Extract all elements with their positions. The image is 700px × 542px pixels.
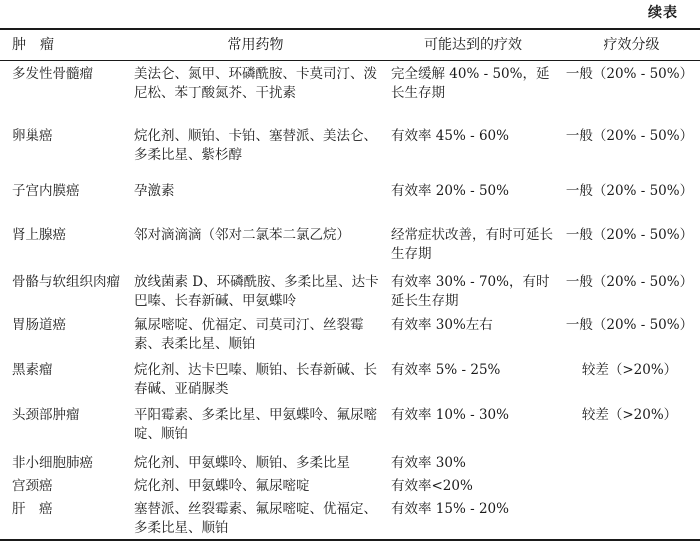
effect-cell: 有效率 45% - 60% [391, 127, 509, 144]
tumor-cell: 骨骼与软组织肉瘤 [12, 273, 120, 290]
drugs-cell: 平阳霉素、多柔比星、甲氨蝶呤、氟尿嘧啶、顺铂 [134, 406, 377, 442]
drugs-cell: 邻对滴滴滴（邻对二氯苯二氯乙烷） [134, 226, 350, 243]
header-tumor: 肿 瘤 [0, 29, 128, 61]
drugs-cell: 塞替派、丝裂霉素、氟尿嘧啶、优福定、多柔比星、顺铂 [128, 496, 383, 540]
effect-cell: 有效率 5% - 25% [391, 361, 501, 378]
tumor-cell: 黑素瘤 [12, 361, 53, 378]
drugs-cell: 孕激素 [134, 182, 175, 199]
header-drugs: 常用药物 [128, 29, 383, 61]
effect-cell: 有效率 30% [391, 454, 466, 471]
grade-cell: 较差（>20%） [581, 361, 678, 378]
drugs-cell: 烷化剂、甲氨蝶呤、顺铂、多柔比星 [134, 454, 350, 471]
tumor-cell: 肾上腺癌 [12, 226, 66, 243]
effect-cell: 经常症状改善，有时可延长生存期 [391, 226, 553, 262]
effect-cell: 有效率 30% - 70%，有时延长生存期 [391, 273, 550, 309]
header-grade: 疗效分级 [563, 29, 700, 61]
table-row [0, 473, 700, 496]
table-row [0, 357, 700, 402]
tumor-cell: 卵巢癌 [12, 127, 53, 144]
grade-cell: 一般（20% - 50%） [565, 316, 694, 333]
effect-cell: 有效率 15% - 20% [383, 496, 563, 540]
drugs-cell: 美法仑、氮甲、环磷酰胺、卡莫司汀、泼尼松、苯丁酸氮芥、干扰素 [134, 66, 377, 101]
grade-cell: 一般（20% - 50%） [565, 182, 694, 199]
table-row [0, 312, 700, 357]
table-row [0, 269, 700, 312]
table-row [0, 178, 700, 222]
table-row [0, 123, 700, 178]
grade-cell [563, 450, 700, 473]
tumor-cell: 头颈部肿瘤 [12, 406, 80, 423]
grade-cell: 一般（20% - 50%） [565, 66, 694, 82]
header-effect: 可能达到的疗效 [383, 29, 563, 61]
drugs-cell: 氟尿嘧啶、优福定、司莫司汀、丝裂霉素、表柔比星、顺铂 [134, 316, 364, 352]
tumor-cell: 宫颈癌 [12, 477, 53, 494]
effect-cell: 有效率 30%左右 [391, 316, 493, 333]
tumor-cell: 胃肠道癌 [12, 316, 66, 333]
tumor-cell: 肝 癌 [0, 496, 128, 540]
table-caption: 续表 [648, 5, 678, 21]
grade-cell: 较差（>20%） [581, 406, 678, 423]
header-row [0, 29, 700, 61]
table-row [0, 450, 700, 473]
tumor-cell: 多发性骨髓瘤 [12, 66, 93, 82]
effect-cell: 有效率<20% [391, 477, 473, 494]
effect-cell: 有效率 20% - 50% [391, 182, 509, 199]
grade-cell [563, 496, 700, 540]
effect-cell: 完全缓解 40% - 50%，延长生存期 [391, 66, 550, 101]
tumor-cell: 子宫内膜癌 [12, 182, 80, 199]
treatment-table [0, 28, 700, 541]
tumor-cell: 非小细胞肺癌 [12, 454, 93, 471]
drugs-cell: 烷化剂、甲氨蝶呤、氟尿嘧啶 [134, 477, 310, 494]
table-row [0, 402, 700, 450]
grade-cell: 一般（20% - 50%） [565, 273, 694, 290]
drugs-cell: 烷化剂、顺铂、卡铂、塞替派、美法仑、多柔比星、紫杉醇 [134, 127, 377, 163]
table-row [0, 222, 700, 269]
grade-cell: 一般（20% - 50%） [565, 127, 694, 144]
grade-cell [563, 473, 700, 496]
grade-cell: 一般（20% - 50%） [565, 226, 694, 243]
drugs-cell: 烷化剂、达卡巴嗪、顺铂、长春新碱、长春碱、亚硝脲类 [134, 361, 377, 397]
table-row [0, 61, 700, 123]
table-row [0, 496, 700, 540]
effect-cell: 有效率 10% - 30% [391, 406, 509, 423]
drugs-cell: 放线菌素 D、环磷酰胺、多柔比星、达卡巴嗪、长春新碱、甲氨蝶呤 [134, 273, 379, 309]
